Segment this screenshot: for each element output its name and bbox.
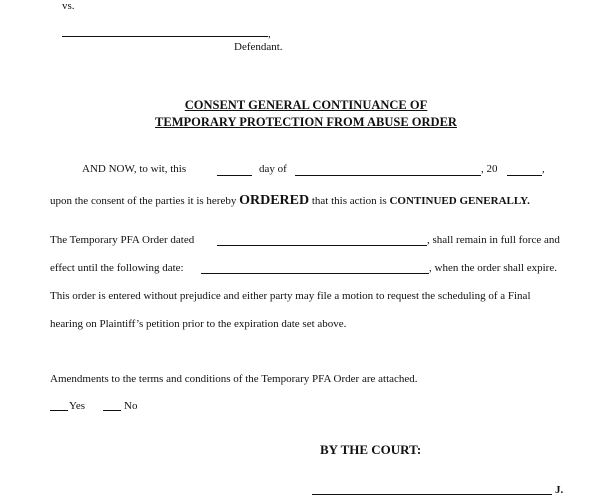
by-the-court-label: BY THE COURT:	[320, 442, 422, 457]
defendant-comma: ,	[268, 28, 271, 40]
judge-suffix: J.	[555, 484, 564, 496]
day-number-field[interactable]	[217, 175, 252, 176]
vs-label: vs.	[62, 0, 75, 12]
pfa-date-field[interactable]	[217, 245, 427, 246]
year-field[interactable]	[507, 175, 542, 176]
no-checkbox-line[interactable]	[103, 410, 121, 411]
when-expire-text: , when the order shall expire.	[429, 262, 557, 274]
yes-label: Yes	[69, 400, 86, 412]
that-action-text: that this action is	[311, 195, 387, 207]
expiration-date-field[interactable]	[201, 273, 429, 274]
prejudice-text: This order is entered without prejudice and either party may file a motion to request the scheduling of a Final	[50, 290, 531, 302]
document-title-line1: CONSENT GENERAL CONTINUANCE OF	[184, 98, 428, 112]
hearing-text: hearing on Plaintiff’s petition prior to the expiration date set above.	[50, 318, 347, 330]
yes-checkbox-line[interactable]	[50, 410, 68, 411]
year-suffix: ,	[542, 163, 545, 175]
remain-text: , shall remain in full force and	[427, 234, 560, 246]
pfa-dated-text: The Temporary PFA Order dated	[50, 234, 195, 246]
defendant-label: Defendant.	[234, 41, 283, 53]
document-title-line2: TEMPORARY PROTECTION FROM ABUSE ORDER	[155, 115, 457, 129]
upon-consent-text	[50, 193, 530, 209]
judge-signature-line[interactable]	[312, 494, 552, 495]
continued-generally-emphasis: CONTINUED GENERALLY.	[389, 195, 530, 207]
month-field[interactable]	[295, 175, 481, 176]
no-label: No	[124, 400, 138, 412]
effect-until-text: effect until the following date:	[50, 262, 184, 274]
year-prefix: , 20	[481, 163, 498, 175]
upon-consent-lead: upon the consent of the parties it is hereby	[50, 195, 237, 207]
defendant-name-line[interactable]	[62, 36, 268, 37]
and-now-text: AND NOW, to wit, this	[82, 163, 187, 175]
day-of-text: day of	[259, 163, 287, 175]
amendments-text: Amendments to the terms and conditions of the Temporary PFA Order are attached.	[50, 373, 418, 385]
ordered-emphasis: ORDERED	[239, 193, 310, 208]
